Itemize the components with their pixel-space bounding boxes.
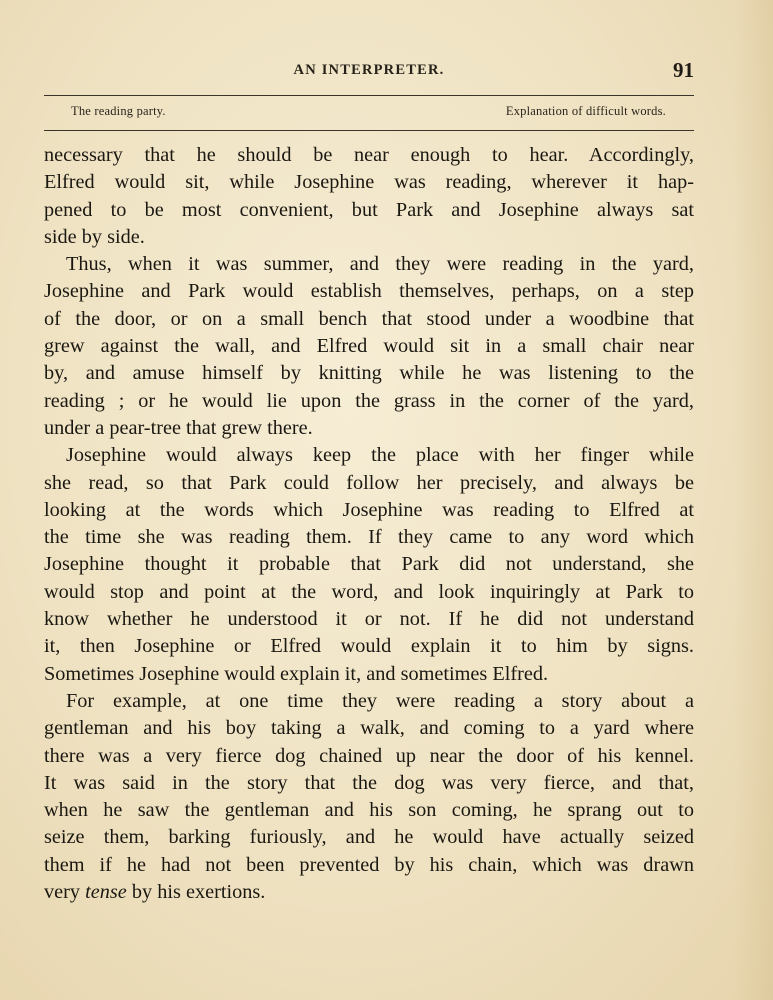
text-line: For example, at one time they were reading a story about a — [66, 689, 694, 712]
page-edge-shading — [733, 0, 773, 1000]
header-rule-top — [44, 95, 694, 96]
text-line: Elfred would sit, while Josephine was reading, wherever it hap- — [44, 171, 694, 194]
text-line: necessary that he should be near enough to hear. Accordingly, — [44, 144, 694, 166]
text-line: side by side. — [44, 225, 145, 248]
text-line: Thus, when it was summer, and they were reading in the yard, — [66, 253, 694, 276]
emphasized-word: tense — [85, 881, 127, 904]
text-line: there was a very fierce dog chained up near the door of his kennel. — [44, 744, 694, 767]
text-line: the time she was reading them. If they came to any word which — [44, 526, 694, 549]
body-text — [44, 142, 694, 906]
text-line: Josephine thought it probable that Park did not understand, she — [44, 553, 694, 576]
text-line: reading ; or he would lie upon the grass in the corner of the yard, — [44, 389, 694, 412]
text-line: it, then Josephine or Elfred would explain it to him by signs. — [44, 635, 694, 658]
text-line: she read, so that Park could follow her precisely, and always be — [44, 471, 694, 494]
text-line: pened to be most convenient, but Park and Josephine always sat — [44, 198, 694, 221]
text-line: would stop and point at the word, and look inquiringly at Park to — [44, 580, 694, 603]
header-rule-bottom — [44, 130, 694, 131]
final-line-end: by his exertions. — [126, 881, 266, 904]
text-line-final — [44, 879, 694, 906]
text-line: by, and amuse himself by knitting while he was listening to the — [44, 362, 694, 385]
text-line: gentleman and his boy taking a walk, and coming to a yard where — [44, 717, 694, 740]
text-line: Josephine and Park would establish themselves, perhaps, on a step — [44, 280, 694, 303]
text-line: looking at the words which Josephine was reading to Elfred at — [44, 498, 694, 521]
text-line: them if he had not been prevented by his chain, which was drawn — [44, 853, 694, 876]
marginal-note-left: The reading party. — [71, 104, 166, 118]
running-head — [44, 58, 694, 84]
text-line: of the door, or on a small bench that stood under a woodbine that — [44, 307, 694, 330]
page-number: 91 — [673, 58, 694, 82]
text-line: It was said in the story that the dog was very fierce, and that, — [44, 771, 694, 794]
text-line: seize them, barking furiously, and he would have actually seized — [44, 826, 694, 849]
final-line-start: very — [44, 881, 86, 904]
marginal-note-right: Explanation of difficult words. — [505, 104, 666, 118]
text-line: Josephine would always keep the place with her finger while — [66, 444, 694, 467]
running-title: AN INTERPRETER. — [293, 62, 445, 78]
text-line: when he saw the gentleman and his son coming, he sprang out to — [44, 799, 694, 822]
text-line: know whether he understood it or not. If he did not understand — [44, 608, 694, 631]
text-line: grew against the wall, and Elfred would sit in a small chair near — [44, 335, 694, 358]
text-line: under a pear-tree that grew there. — [44, 416, 313, 439]
text-line: Sometimes Josephine would explain it, and sometimes Elfred. — [44, 662, 549, 685]
